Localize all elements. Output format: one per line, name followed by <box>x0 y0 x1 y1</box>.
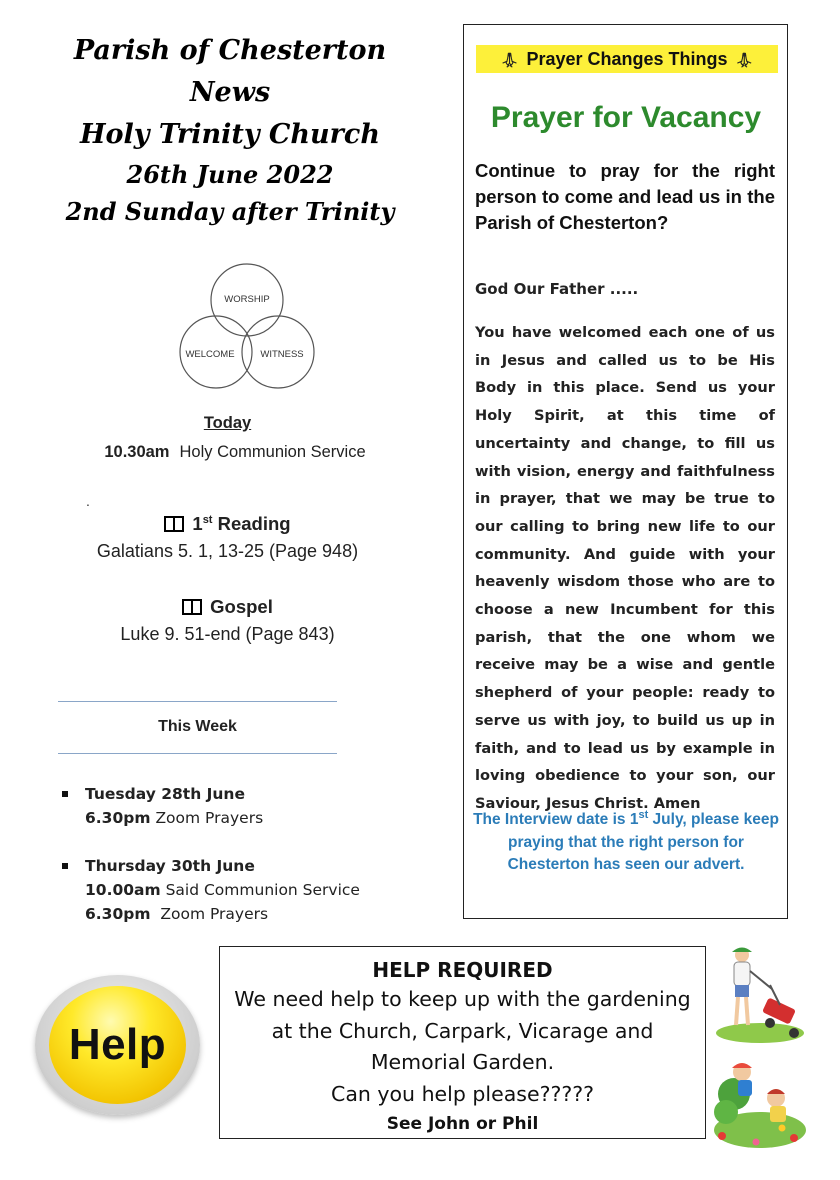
prayer-question: Continue to pray for the right person to come and lead us in the Parish of Chesterton? <box>475 160 775 233</box>
event-line <box>85 806 422 830</box>
today-heading: Today <box>203 414 252 432</box>
open-book-icon <box>182 599 202 615</box>
event-desc: Zoom Prayers <box>155 809 264 827</box>
reading-number: 1 <box>192 513 203 534</box>
this-week-heading: This Week <box>158 718 237 735</box>
event-time: 10.00am <box>85 881 161 899</box>
reading-label: Reading <box>217 513 291 534</box>
help-line: at the Church, Carpark, Vicarage and <box>271 1018 654 1043</box>
venn-label-welcome: WELCOME <box>185 349 235 360</box>
interview-note-end: July, please keep praying that the right person for Chesterton has seen our advert. <box>507 811 779 874</box>
help-title: HELP REQUIRED <box>372 958 553 982</box>
weekly-events-list <box>62 782 422 950</box>
open-book-icon <box>164 516 184 532</box>
divider-bottom <box>58 753 337 754</box>
issue-date: 26th June 2022 <box>126 160 334 189</box>
interview-note <box>470 804 782 877</box>
liturgical-sunday: 2nd Sunday after Trinity <box>65 197 395 226</box>
event-time: 6.30pm <box>85 809 151 827</box>
today-time: 10.30am <box>104 443 170 461</box>
gospel-reference: Luke 9. 51-end (Page 843) <box>120 624 335 644</box>
help-badge-disc <box>49 986 186 1104</box>
event-line <box>85 902 422 926</box>
newsletter-header <box>40 30 420 230</box>
venn-label-worship: WORSHIP <box>224 294 270 305</box>
prayer-banner <box>476 45 778 73</box>
praying-hands-icon: 🙏︎ <box>500 52 519 68</box>
news-title: News <box>189 77 271 108</box>
event-line <box>85 878 422 902</box>
gospel-label: Gospel <box>210 596 273 617</box>
first-reading-reference: Galatians 5. 1, 13-25 (Page 948) <box>96 541 359 561</box>
prayer-banner-text: Prayer Changes Things <box>526 49 728 69</box>
event-day: Tuesday 28th June <box>85 785 245 803</box>
praying-hands-icon: 🙏︎ <box>735 52 754 68</box>
worship-welcome-witness-diagram <box>172 248 322 398</box>
help-badge <box>30 975 205 1115</box>
divider-top <box>58 701 337 702</box>
list-item <box>62 854 422 926</box>
help-badge-text: Help <box>68 1020 167 1069</box>
event-desc: Said Communion Service <box>165 881 360 899</box>
today-service <box>70 443 400 462</box>
interview-note-start: The Interview date is 1 <box>473 811 639 829</box>
help-contact: See John or Phil <box>386 1114 539 1134</box>
parish-title: Parish of Chesterton <box>73 35 387 66</box>
reading-number-suffix: st <box>202 513 213 526</box>
children-gardening-clipart <box>712 1058 808 1150</box>
event-desc: Zoom Prayers <box>160 905 269 923</box>
today-service-name: Holy Communion Service <box>179 443 366 461</box>
event-day: Thursday 30th June <box>85 857 255 875</box>
lawnmower-gardener-clipart <box>714 945 806 1045</box>
stray-mark: . <box>86 493 90 509</box>
list-item <box>62 782 422 830</box>
prayer-for-vacancy-title: Prayer for Vacancy <box>490 101 762 134</box>
venn-label-witness: WITNESS <box>260 349 304 360</box>
gospel-heading <box>130 596 325 618</box>
help-line: We need help to keep up with the gardening <box>234 987 691 1011</box>
event-time: 6.30pm <box>85 905 151 923</box>
help-required-box <box>219 946 706 1139</box>
church-name: Holy Trinity Church <box>80 119 380 150</box>
first-reading-heading <box>100 513 355 535</box>
interview-note-suffix: st <box>638 809 649 821</box>
prayer-text: You have welcomed each one of us in Jesus and called us to be His Body in this place. Send us your Holy Spirit, at this time of uncertainty and change, to fill us with vision, energy and faithfulness in prayer, that we may be true to our calling to bring new life to our community. And guide with your heavenly wisdom those who are to choose a new Incumbent for this parish, that the one whom we receive may be a wise and gentle shepherd of your people: ready to serve us with joy, to build us up in faith, and to lead us by example in loving obedience to your son, our Saviour, Jesus Christ. Amen <box>475 324 775 812</box>
help-line: Can you help please????? <box>331 1081 594 1106</box>
prayer-opening: God Our Father ..... <box>475 280 639 298</box>
help-line: Memorial Garden. <box>370 1050 555 1074</box>
